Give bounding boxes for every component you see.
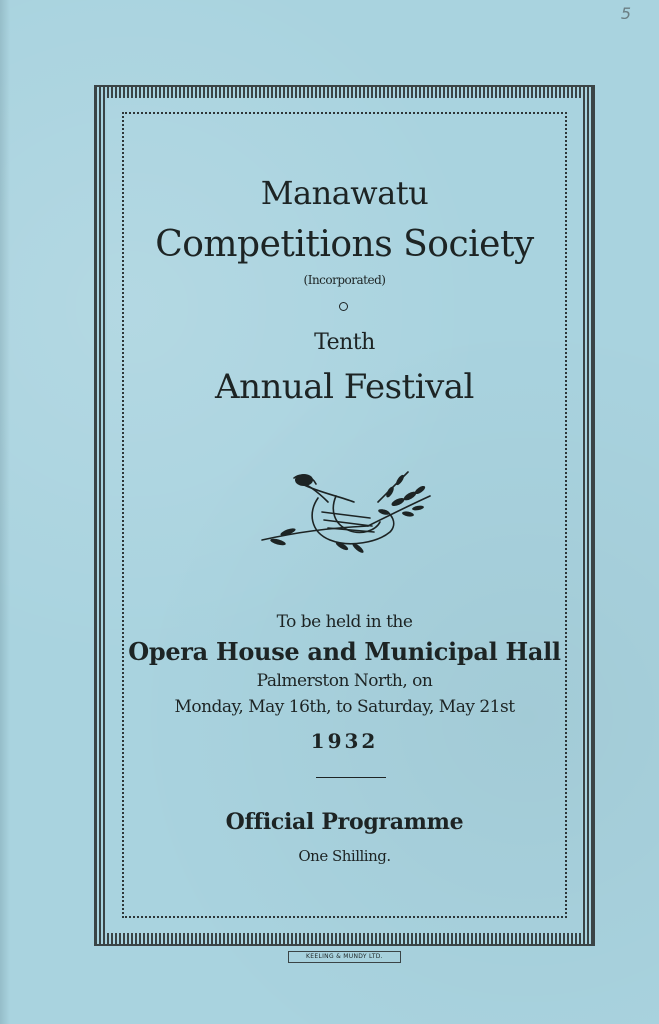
- programme-title: Official Programme: [225, 809, 464, 835]
- festival-name: Annual Festival: [215, 367, 474, 407]
- event-intro: To be held in the: [276, 612, 413, 632]
- event-place: Palmerston North, on: [256, 671, 433, 691]
- incorporated-note: (Incorporated): [303, 273, 386, 287]
- paper-edge-wear: [0, 0, 10, 1024]
- programme-price: One Shilling.: [298, 847, 391, 865]
- society-name-line2: Competitions Society: [155, 224, 534, 265]
- small-circle-icon: [339, 302, 348, 311]
- divider-rule: [316, 777, 386, 778]
- event-year: 1932: [310, 729, 379, 753]
- event-venue: Opera House and Municipal Hall: [128, 637, 561, 666]
- society-name-line1: Manawatu: [260, 174, 429, 212]
- lyre-with-laurel-icon: [258, 462, 436, 557]
- printer-imprint: KEELING & MUNDY LTD.: [288, 951, 401, 963]
- page-number: 5: [620, 4, 631, 23]
- festival-ordinal: Tenth: [314, 330, 375, 355]
- event-dates: Monday, May 16th, to Saturday, May 21st: [174, 697, 515, 717]
